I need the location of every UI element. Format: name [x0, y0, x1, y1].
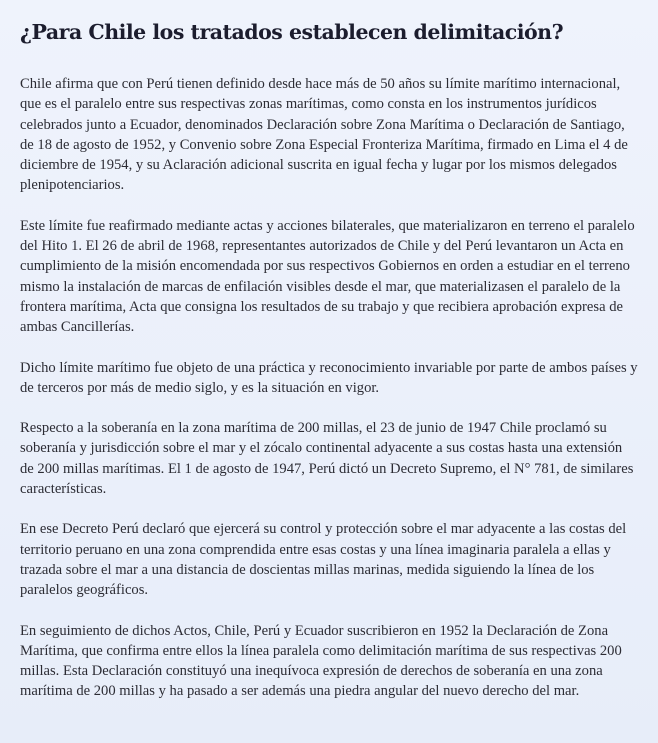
paragraph-practica: Dicho límite marítimo fue objeto de una práctica y reconocimiento invariable por parte de ambos países y de terceros por más de medio siglo, y es la situación en vigor.: [20, 359, 638, 396]
paragraph-hito-1: Este límite fue reafirmado mediante actas y acciones bilaterales, que materializaron en terreno el paralelo del Hito 1. El 26 de abril de 1968, representantes autorizados de Chile y del Perú levantaron un Acta en cumplimiento de la misión encomendada por sus respectivos Gobiernos en orden a estudiar en el terreno mismo la instalación de marcas de enfilación visibles desde el mar, que materializasen el paralelo de la frontera marítima, Acta que consigna los resultados de su trabajo y que recibiera aprobación expresa de ambas Cancillerías.: [20, 217, 635, 336]
article-body: [20, 74, 638, 702]
article-title: ¿Para Chile los tratados establecen delimitación?: [20, 20, 564, 44]
paragraph-limite-maritimo: Chile afirma que con Perú tienen definido desde hace más de 50 años su límite marítimo internacional, que es el paralelo entre sus respectivas zonas marítimas, como consta en los instrumentos jurídicos celebrados junto a Ecuador, denominados Declaración sobre Zona Marítima o Declaración de Santiago, de 18 de agosto de 1952, y Convenio sobre Zona Especial Fronteriza Marítima, firmado en Lima el 4 de diciembre de 1954, y su Aclaración adicional suscrita en igual fecha y lugar por los mismos delegados plenipotenciarios.: [20, 76, 628, 194]
paragraph-declaracion-1952: En seguimiento de dichos Actos, Chile, Perú y Ecuador suscribieron en 1952 la Declaración de Zona Marítima, que confirma entre ellos la línea paralela como delimitación marítima de sus respectivas 200 millas. Esta Declaración constituyó una inequívoca expresión de derechos de soberanía en una zona marítima de 200 millas y ha pasado a ser además una piedra angular del nuevo derecho del mar.: [20, 622, 622, 700]
paragraph-soberania-200-millas: Respecto a la soberanía en la zona marítima de 200 millas, el 23 de junio de 1947 Chile proclamó su soberanía y jurisdicción sobre el mar y el zócalo continental adyacente a sus costas hasta una extensión de 200 millas marítimas. El 1 de agosto de 1947, Perú dictó un Decreto Supremo, el N° 781, de similares características.: [20, 420, 634, 498]
paragraph-decreto-peru: En ese Decreto Perú declaró que ejercerá su control y protección sobre el mar adyacente a las costas del territorio peruano en una zona comprendida entre esas costas y una línea imaginaria paralela a ellas y trazada sobre el mar a una distancia de doscientas millas marinas, medida siguiendo la línea de los paralelos geográficos.: [20, 521, 627, 599]
